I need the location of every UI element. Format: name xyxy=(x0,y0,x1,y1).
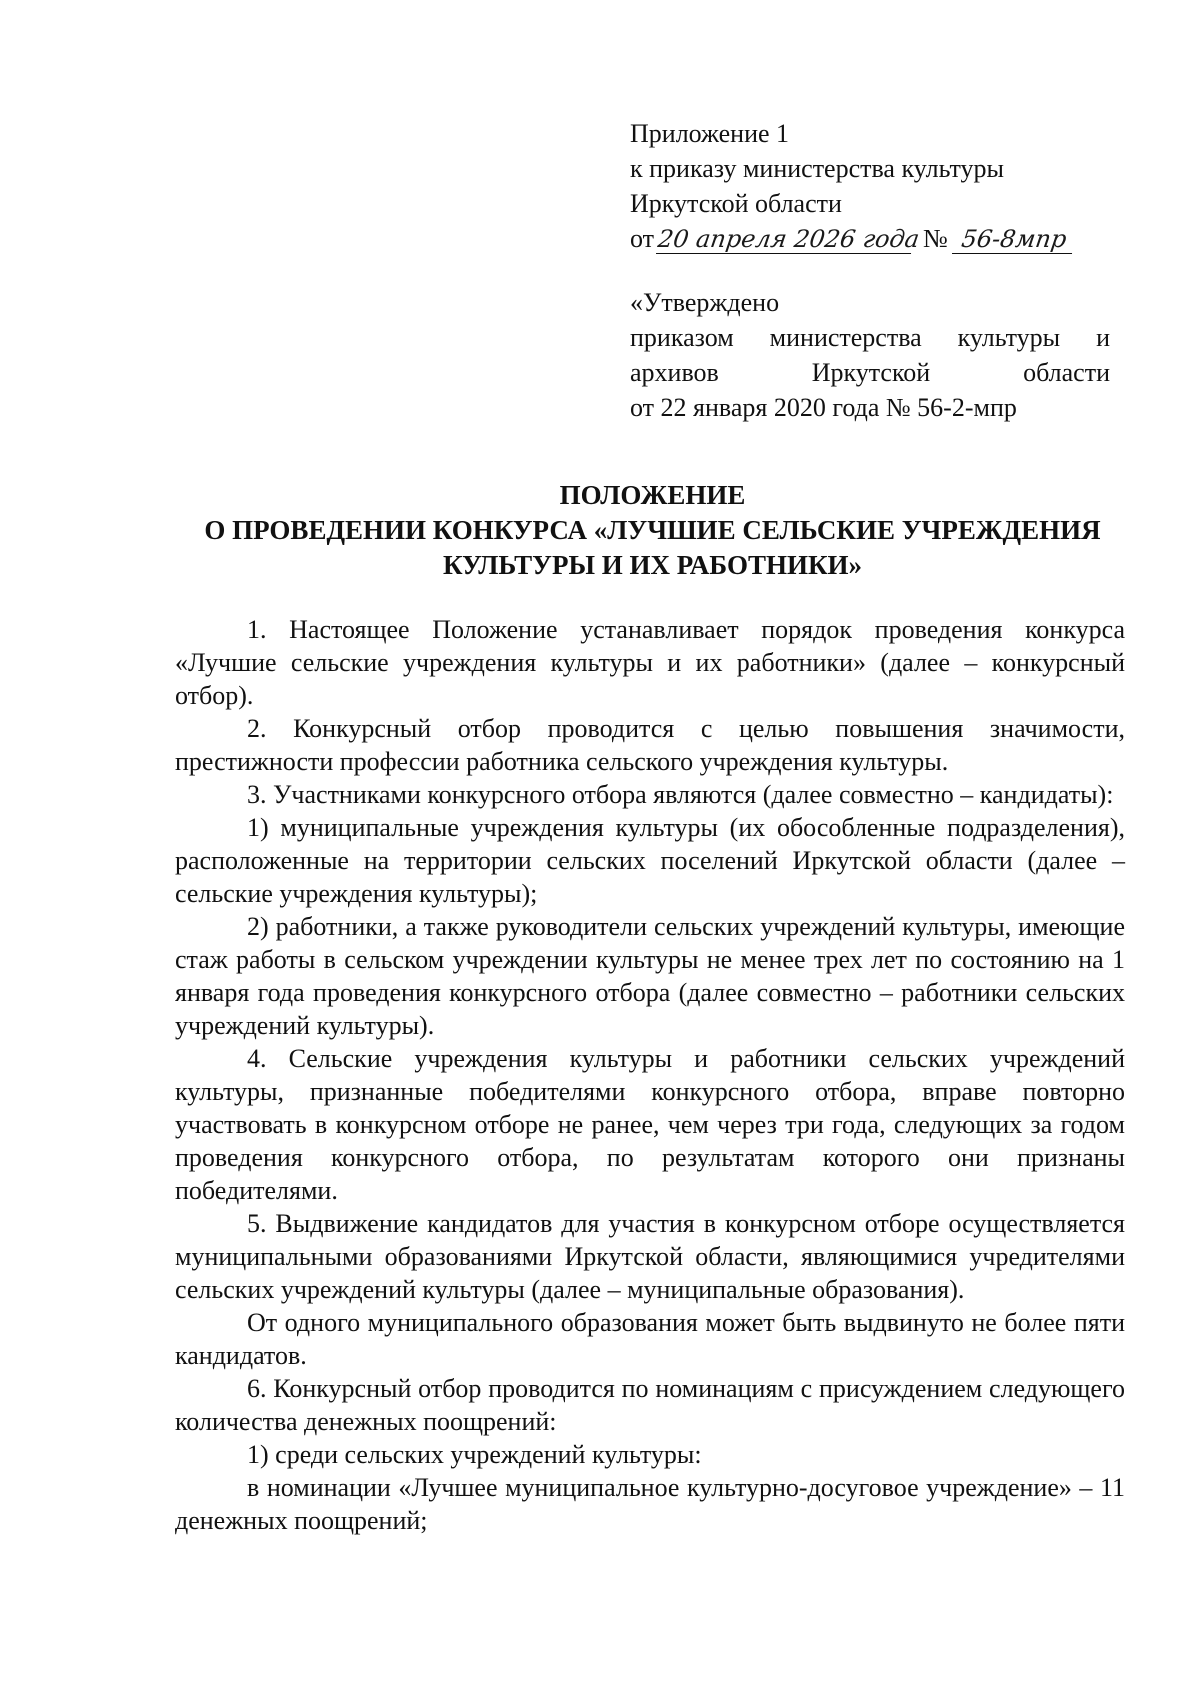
paragraph-6: 6. Конкурсный отбор проводится по номинациям с присуждением следующего количества денежных поощрений: xyxy=(175,1374,1125,1436)
appendix-header xyxy=(630,116,1130,256)
paragraph-6-item-1: 1) среди сельских учреждений культуры: xyxy=(247,1440,702,1469)
order-reference: к приказу министерства культуры xyxy=(630,154,1004,183)
document-title xyxy=(170,478,1135,583)
paragraph-6-item-1-a: в номинации «Лучшее муниципальное культурно-досуговое учреждение» – 11 денежных поощрений; xyxy=(175,1473,1125,1535)
approved-line-4: от 22 января 2020 года № 56-2-мпр xyxy=(630,393,1017,422)
paragraph-3: 3. Участниками конкурсного отбора являются (далее совместно – кандидаты): xyxy=(247,780,1114,809)
paragraph-5: 5. Выдвижение кандидатов для участия в конкурсном отборе осуществляется муниципальными образованиями Иркутской области, являющимися учредителями сельских учреждений культуры (далее – муниципальные образования). xyxy=(175,1209,1125,1304)
appendix-label: Приложение 1 xyxy=(630,119,790,148)
from-label: от xyxy=(630,224,655,253)
paragraph-5-note: От одного муниципального образования может быть выдвинуто не более пяти кандидатов. xyxy=(175,1308,1125,1370)
paragraph-2: 2. Конкурсный отбор проводится с целью повышения значимости, престижности профессии работника сельского учреждения культуры. xyxy=(175,714,1125,776)
number-sign: № xyxy=(923,224,948,253)
title-line-2: О ПРОВЕДЕНИИ КОНКУРСА «ЛУЧШИЕ СЕЛЬСКИЕ УЧРЕЖДЕНИЯ xyxy=(204,515,1101,545)
title-line-1: ПОЛОЖЕНИЕ xyxy=(559,480,746,510)
handwritten-number: 56-8мпр xyxy=(952,225,1076,254)
approval-stamp-text xyxy=(630,285,1110,425)
paragraph-1: 1. Настоящее Положение устанавливает порядок проведения конкурса «Лучшие сельские учреждения культуры и их работники» (далее – конкурсный отбор). xyxy=(175,615,1125,710)
approved-label: «Утверждено xyxy=(630,288,780,317)
paragraph-3-item-1: 1) муниципальные учреждения культуры (их обособленные подразделения), расположенные на территории сельских поселений Иркутской области (далее – сельские учреждения культуры); xyxy=(175,813,1125,908)
approved-line-3: архивов Иркутской области xyxy=(630,358,1110,387)
order-date-line xyxy=(630,221,1130,256)
region-name: Иркутской области xyxy=(630,189,842,218)
paragraph-3-item-2: 2) работники, а также руководители сельских учреждений культуры, имеющие стаж работы в сельском учреждении культуры не менее трех лет по состоянию на 1 января года проведения конкурсного отбора (далее совместно – работники сельских учреждений культуры). xyxy=(175,912,1125,1040)
approved-line-2: приказом министерства культуры и xyxy=(630,323,1110,352)
paragraph-4: 4. Сельские учреждения культуры и работники сельских учреждений культуры, признанные победителями конкурсного отбора, вправе повторно участвовать в конкурсном отборе не ранее, чем через три года, следующих за годом проведения конкурсного отбора, по результатам которого они признаны победителями. xyxy=(175,1044,1125,1205)
document-body xyxy=(175,613,1125,1537)
title-line-3: КУЛЬТУРЫ И ИХ РАБОТНИКИ» xyxy=(442,550,863,580)
handwritten-date: 20 апреля 2026 года xyxy=(656,225,922,253)
